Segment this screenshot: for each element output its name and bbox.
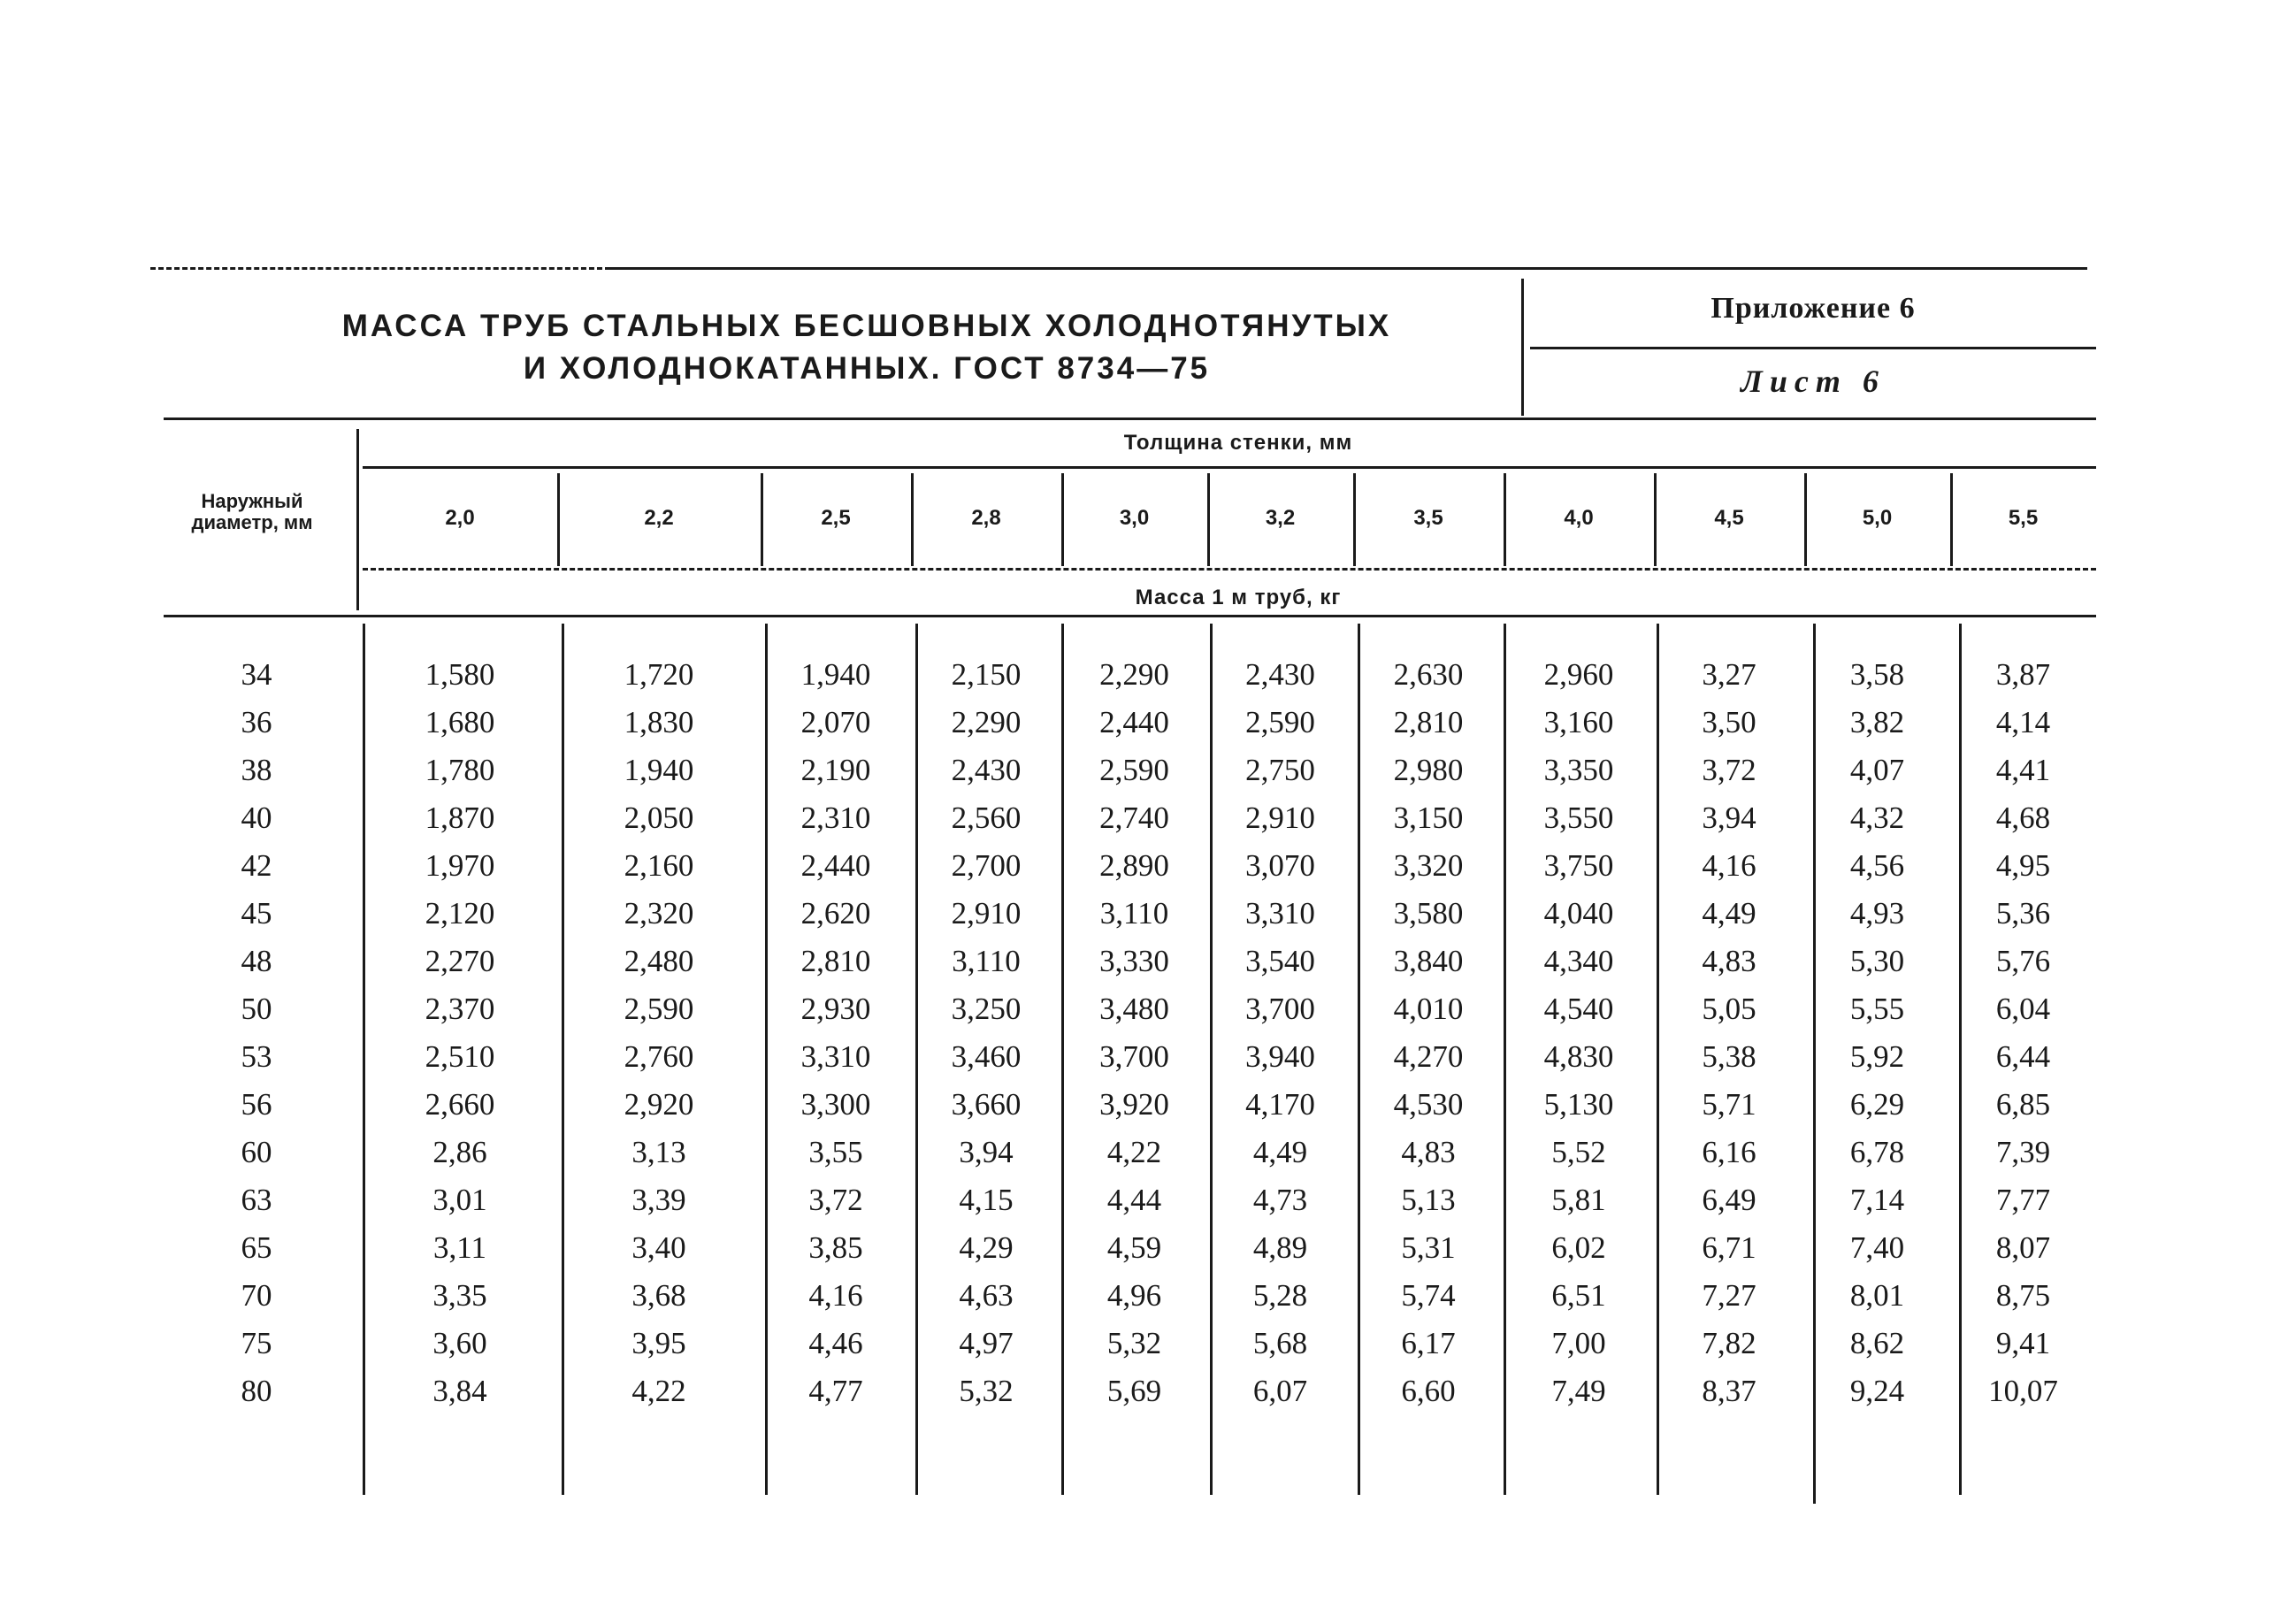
table-cell: 4,830	[1543, 1039, 1614, 1074]
appendix-divider	[1530, 347, 2096, 349]
header-column-divider	[911, 473, 914, 566]
table-cell: 4,540	[1543, 992, 1614, 1026]
table-cell: 4,56	[1849, 848, 1905, 883]
table-cell: 3,320	[1393, 848, 1464, 883]
table-cell: 4,83	[1702, 944, 1756, 978]
row-diameter: 75	[241, 1326, 272, 1360]
table-cell: 5,52	[1551, 1135, 1606, 1169]
table-cell: 6,07	[1252, 1374, 1308, 1408]
table-cell: 4,010	[1393, 992, 1464, 1026]
table-cell: 6,60	[1401, 1374, 1456, 1408]
table-cell: 1,580	[425, 657, 495, 692]
table-cell: 6,71	[1702, 1230, 1756, 1265]
table-cell: 1,830	[624, 705, 694, 739]
table-cell: 3,58	[1849, 657, 1905, 692]
table-cell: 2,920	[624, 1087, 694, 1122]
table-cell: 4,97	[959, 1326, 1014, 1360]
table-cell: 3,160	[1543, 705, 1614, 739]
column-header: 2,8	[971, 506, 1001, 530]
row-diameter: 56	[241, 1087, 272, 1122]
row-diameter: 48	[241, 944, 272, 978]
table-cell: 3,40	[631, 1230, 686, 1265]
table-cell: 7,40	[1849, 1230, 1905, 1265]
table-cell: 2,190	[800, 753, 871, 787]
table-cell: 4,340	[1543, 944, 1614, 978]
table-cell: 5,68	[1252, 1326, 1308, 1360]
sheet-label: Лист 6	[1741, 364, 1886, 399]
table-cell: 1,940	[624, 753, 694, 787]
table-cell: 2,740	[1099, 801, 1169, 835]
table-cell: 3,150	[1393, 801, 1464, 835]
table-cell: 3,35	[432, 1278, 487, 1313]
table-cell: 4,22	[631, 1374, 686, 1408]
table-cell: 9,41	[1995, 1326, 2051, 1360]
row-header-divider	[356, 429, 359, 610]
column-header: 2,2	[644, 506, 674, 530]
table-cell: 6,51	[1551, 1278, 1606, 1313]
table-cell: 4,170	[1245, 1087, 1315, 1122]
header-column-divider	[761, 473, 763, 566]
table-cell: 3,580	[1393, 896, 1464, 931]
table-cell: 4,95	[1995, 848, 2051, 883]
table-cell: 2,480	[624, 944, 694, 978]
column-header: 2,5	[821, 506, 851, 530]
table-cell: 7,77	[1995, 1183, 2051, 1217]
table-cell: 2,910	[951, 896, 1022, 931]
table-cell: 6,17	[1401, 1326, 1456, 1360]
table-cell: 4,41	[1995, 753, 2051, 787]
table-cell: 2,590	[1099, 753, 1169, 787]
row-diameter: 50	[241, 992, 272, 1026]
row-diameter: 45	[241, 896, 272, 931]
table-cell: 3,310	[800, 1039, 871, 1074]
table-cell: 3,310	[1245, 896, 1315, 931]
table-cell: 2,630	[1393, 657, 1464, 692]
top-rule	[610, 267, 2087, 270]
table-cell: 1,780	[425, 753, 495, 787]
header-column-divider	[557, 473, 560, 566]
table-cell: 5,32	[959, 1374, 1014, 1408]
table-cell: 2,150	[951, 657, 1022, 692]
table-cell: 2,960	[1543, 657, 1614, 692]
header-bottom-rule	[164, 417, 2096, 420]
table-cell: 5,130	[1543, 1087, 1614, 1122]
column-header: 5,5	[2008, 506, 2039, 530]
table-cell: 2,560	[951, 801, 1022, 835]
title-line-1: МАССА ТРУБ СТАЛЬНЫХ БЕСШОВНЫХ ХОЛОДНОТЯНУТЫХ	[341, 309, 1392, 343]
table-cell: 5,74	[1401, 1278, 1456, 1313]
table-cell: 3,50	[1702, 705, 1756, 739]
table-cell: 5,38	[1702, 1039, 1756, 1074]
table-cell: 2,750	[1245, 753, 1315, 787]
table-cell: 5,69	[1106, 1374, 1162, 1408]
table-cell: 4,29	[959, 1230, 1014, 1265]
table-cell: 3,84	[432, 1374, 487, 1408]
table-cell: 3,070	[1245, 848, 1315, 883]
table-cell: 3,110	[952, 944, 1021, 978]
table-cell: 5,71	[1702, 1087, 1756, 1122]
thickness-rule	[363, 466, 2096, 469]
row-diameter: 42	[241, 848, 272, 883]
table-cell: 3,87	[1995, 657, 2051, 692]
table-cell: 2,430	[951, 753, 1022, 787]
table-cell: 4,040	[1543, 896, 1614, 931]
table-cell: 3,700	[1245, 992, 1315, 1026]
table-cell: 3,95	[631, 1326, 686, 1360]
table-cell: 2,590	[624, 992, 694, 1026]
table-cell: 2,660	[425, 1087, 495, 1122]
table-cell: 3,11	[433, 1230, 486, 1265]
table-cell: 4,83	[1401, 1135, 1456, 1169]
table-cell: 8,37	[1702, 1374, 1756, 1408]
table-cell: 3,27	[1702, 657, 1756, 692]
table-cell: 2,930	[800, 992, 871, 1026]
table-cell: 4,49	[1702, 896, 1756, 931]
table-cell: 3,660	[951, 1087, 1022, 1122]
column-header: 3,5	[1413, 506, 1443, 530]
table-cell: 2,620	[800, 896, 871, 931]
table-cell: 3,68	[631, 1278, 686, 1313]
table-cell: 2,590	[1245, 705, 1315, 739]
header-column-divider	[1061, 473, 1064, 566]
table-cell: 2,86	[432, 1135, 487, 1169]
table-cell: 4,16	[808, 1278, 863, 1313]
table-cell: 3,540	[1245, 944, 1315, 978]
table-cell: 2,910	[1245, 801, 1315, 835]
table-cell: 2,700	[951, 848, 1022, 883]
table-cell: 5,55	[1849, 992, 1905, 1026]
title-divider	[1521, 279, 1524, 416]
appendix-label: Приложение 6	[1711, 292, 1916, 325]
table-cell: 5,05	[1702, 992, 1756, 1026]
top-rule-dashed	[150, 267, 610, 270]
table-cell: 10,07	[1988, 1374, 2058, 1408]
table-cell: 6,04	[1995, 992, 2051, 1026]
table-cell: 4,530	[1393, 1087, 1464, 1122]
table-cell: 5,13	[1401, 1183, 1456, 1217]
table-cell: 3,300	[800, 1087, 871, 1122]
table-cell: 2,370	[425, 992, 495, 1026]
table-cell: 7,27	[1702, 1278, 1756, 1313]
row-diameter: 65	[241, 1230, 272, 1265]
table-cell: 4,77	[808, 1374, 863, 1408]
table-cell: 5,36	[1995, 896, 2051, 931]
table-cell: 7,00	[1551, 1326, 1606, 1360]
table-cell: 3,94	[1702, 801, 1756, 835]
table-cell: 2,050	[624, 801, 694, 835]
table-cell: 3,13	[631, 1135, 686, 1169]
table-cell: 3,60	[432, 1326, 487, 1360]
row-diameter: 40	[241, 801, 272, 835]
header-column-divider	[1654, 473, 1657, 566]
table-cell: 6,44	[1995, 1039, 2051, 1074]
row-diameter: 38	[241, 753, 272, 787]
table-cell: 4,07	[1849, 753, 1905, 787]
table-cell: 3,01	[432, 1183, 487, 1217]
table-cell: 1,940	[800, 657, 871, 692]
table-cell: 6,49	[1702, 1183, 1756, 1217]
table-cell: 2,070	[800, 705, 871, 739]
table-cell: 2,980	[1393, 753, 1464, 787]
column-header: 5,0	[1862, 506, 1893, 530]
table-cell: 1,720	[624, 657, 694, 692]
table-cell: 8,75	[1995, 1278, 2051, 1313]
table-cell: 5,76	[1995, 944, 2051, 978]
table-cell: 3,55	[808, 1135, 863, 1169]
table-cell: 4,89	[1252, 1230, 1308, 1265]
row-diameter: 70	[241, 1278, 272, 1313]
table-cell: 4,32	[1849, 801, 1905, 835]
table-cell: 3,700	[1099, 1039, 1169, 1074]
header-column-divider	[1950, 473, 1953, 566]
column-header: 3,0	[1119, 506, 1150, 530]
table-cell: 8,07	[1995, 1230, 2051, 1265]
table-cell: 4,59	[1106, 1230, 1162, 1265]
table-cell: 6,29	[1849, 1087, 1905, 1122]
column-header: 2,0	[445, 506, 475, 530]
row-diameter: 60	[241, 1135, 272, 1169]
table-cell: 8,01	[1849, 1278, 1905, 1313]
row-diameter: 34	[241, 657, 272, 692]
row-diameter: 63	[241, 1183, 272, 1217]
table-cell: 4,44	[1106, 1183, 1162, 1217]
table-cell: 3,750	[1543, 848, 1614, 883]
table-cell: 1,870	[425, 801, 495, 835]
page-title	[212, 305, 1521, 390]
table-cell: 2,310	[800, 801, 871, 835]
row-diameter: 53	[241, 1039, 272, 1074]
table-cell: 2,510	[425, 1039, 495, 1074]
header-column-divider	[1353, 473, 1356, 566]
table-cell: 6,16	[1702, 1135, 1756, 1169]
table-cell: 3,350	[1543, 753, 1614, 787]
table-cell: 2,430	[1245, 657, 1315, 692]
table-cell: 7,14	[1849, 1183, 1905, 1217]
table-cell: 2,810	[800, 944, 871, 978]
table-cell: 2,290	[1099, 657, 1169, 692]
table-cell: 4,73	[1252, 1183, 1308, 1217]
mass-header: Масса 1 м труб, кг	[1135, 586, 1342, 609]
table-cell: 3,460	[951, 1039, 1022, 1074]
table-cell: 7,39	[1995, 1135, 2051, 1169]
table-cell: 6,78	[1849, 1135, 1905, 1169]
thickness-header: Толщина стенки, мм	[1123, 431, 1353, 455]
table-cell: 3,250	[951, 992, 1022, 1026]
table-cell: 3,920	[1099, 1087, 1169, 1122]
table-cell: 5,31	[1401, 1230, 1456, 1265]
table-cell: 4,68	[1995, 801, 2051, 835]
table-cell: 5,92	[1849, 1039, 1905, 1074]
table-cell: 2,440	[800, 848, 871, 883]
row-diameter: 36	[241, 705, 272, 739]
table-head-bottom-rule	[164, 615, 2096, 617]
table-cell: 3,94	[959, 1135, 1014, 1169]
table-cell: 4,14	[1995, 705, 2051, 739]
table-cell: 8,62	[1849, 1326, 1905, 1360]
header-column-divider	[1504, 473, 1506, 566]
row-header: Наружный диаметр, мм	[191, 490, 313, 533]
table-cell: 5,28	[1252, 1278, 1308, 1313]
column-header: 4,0	[1564, 506, 1594, 530]
table-cell: 4,46	[808, 1326, 863, 1360]
table-cell: 2,810	[1393, 705, 1464, 739]
table-cell: 3,940	[1245, 1039, 1315, 1074]
table-cell: 2,760	[624, 1039, 694, 1074]
table-cell: 3,85	[808, 1230, 863, 1265]
table-cell: 4,15	[959, 1183, 1014, 1217]
table-cell: 3,480	[1099, 992, 1169, 1026]
table-cell: 2,320	[624, 896, 694, 931]
table-cell: 7,49	[1551, 1374, 1606, 1408]
table-cell: 2,890	[1099, 848, 1169, 883]
table-cell: 9,24	[1849, 1374, 1905, 1408]
table-cell: 4,63	[959, 1278, 1014, 1313]
table-cell: 2,120	[425, 896, 495, 931]
table-cell: 3,110	[1099, 896, 1169, 931]
header-column-divider	[1207, 473, 1210, 566]
table-cell: 5,30	[1849, 944, 1905, 978]
table-cell: 3,39	[631, 1183, 686, 1217]
table-cell: 2,290	[951, 705, 1022, 739]
table-cell: 4,49	[1252, 1135, 1308, 1169]
title-line-2: И ХОЛОДНОКАТАННЫХ. ГОСТ 8734—75	[523, 351, 1211, 386]
table-cell: 3,840	[1393, 944, 1464, 978]
table-cell: 4,16	[1702, 848, 1756, 883]
table-cell: 1,970	[425, 848, 495, 883]
table-cell: 3,330	[1099, 944, 1169, 978]
table-cell: 1,680	[425, 705, 495, 739]
column-header: 4,5	[1714, 506, 1744, 530]
table-cell: 4,270	[1393, 1039, 1464, 1074]
table-cell: 4,22	[1106, 1135, 1162, 1169]
table-cell: 4,96	[1106, 1278, 1162, 1313]
table-cell: 3,82	[1849, 705, 1905, 739]
header-column-divider	[1804, 473, 1807, 566]
table-cell: 5,32	[1106, 1326, 1162, 1360]
table-cell: 6,85	[1995, 1087, 2051, 1122]
table-cell: 5,81	[1551, 1183, 1606, 1217]
table-cell: 3,72	[808, 1183, 863, 1217]
table-cell: 4,93	[1849, 896, 1905, 931]
table-cell: 3,72	[1702, 753, 1756, 787]
table-cell: 2,270	[425, 944, 495, 978]
table-cell: 2,160	[624, 848, 694, 883]
table-cell: 2,440	[1099, 705, 1169, 739]
table-cell: 7,82	[1702, 1326, 1756, 1360]
columns-bottom-rule	[363, 568, 2096, 571]
column-header: 3,2	[1265, 506, 1296, 530]
table-cell: 3,550	[1543, 801, 1614, 835]
row-diameter: 80	[241, 1374, 272, 1408]
table-cell: 6,02	[1551, 1230, 1606, 1265]
